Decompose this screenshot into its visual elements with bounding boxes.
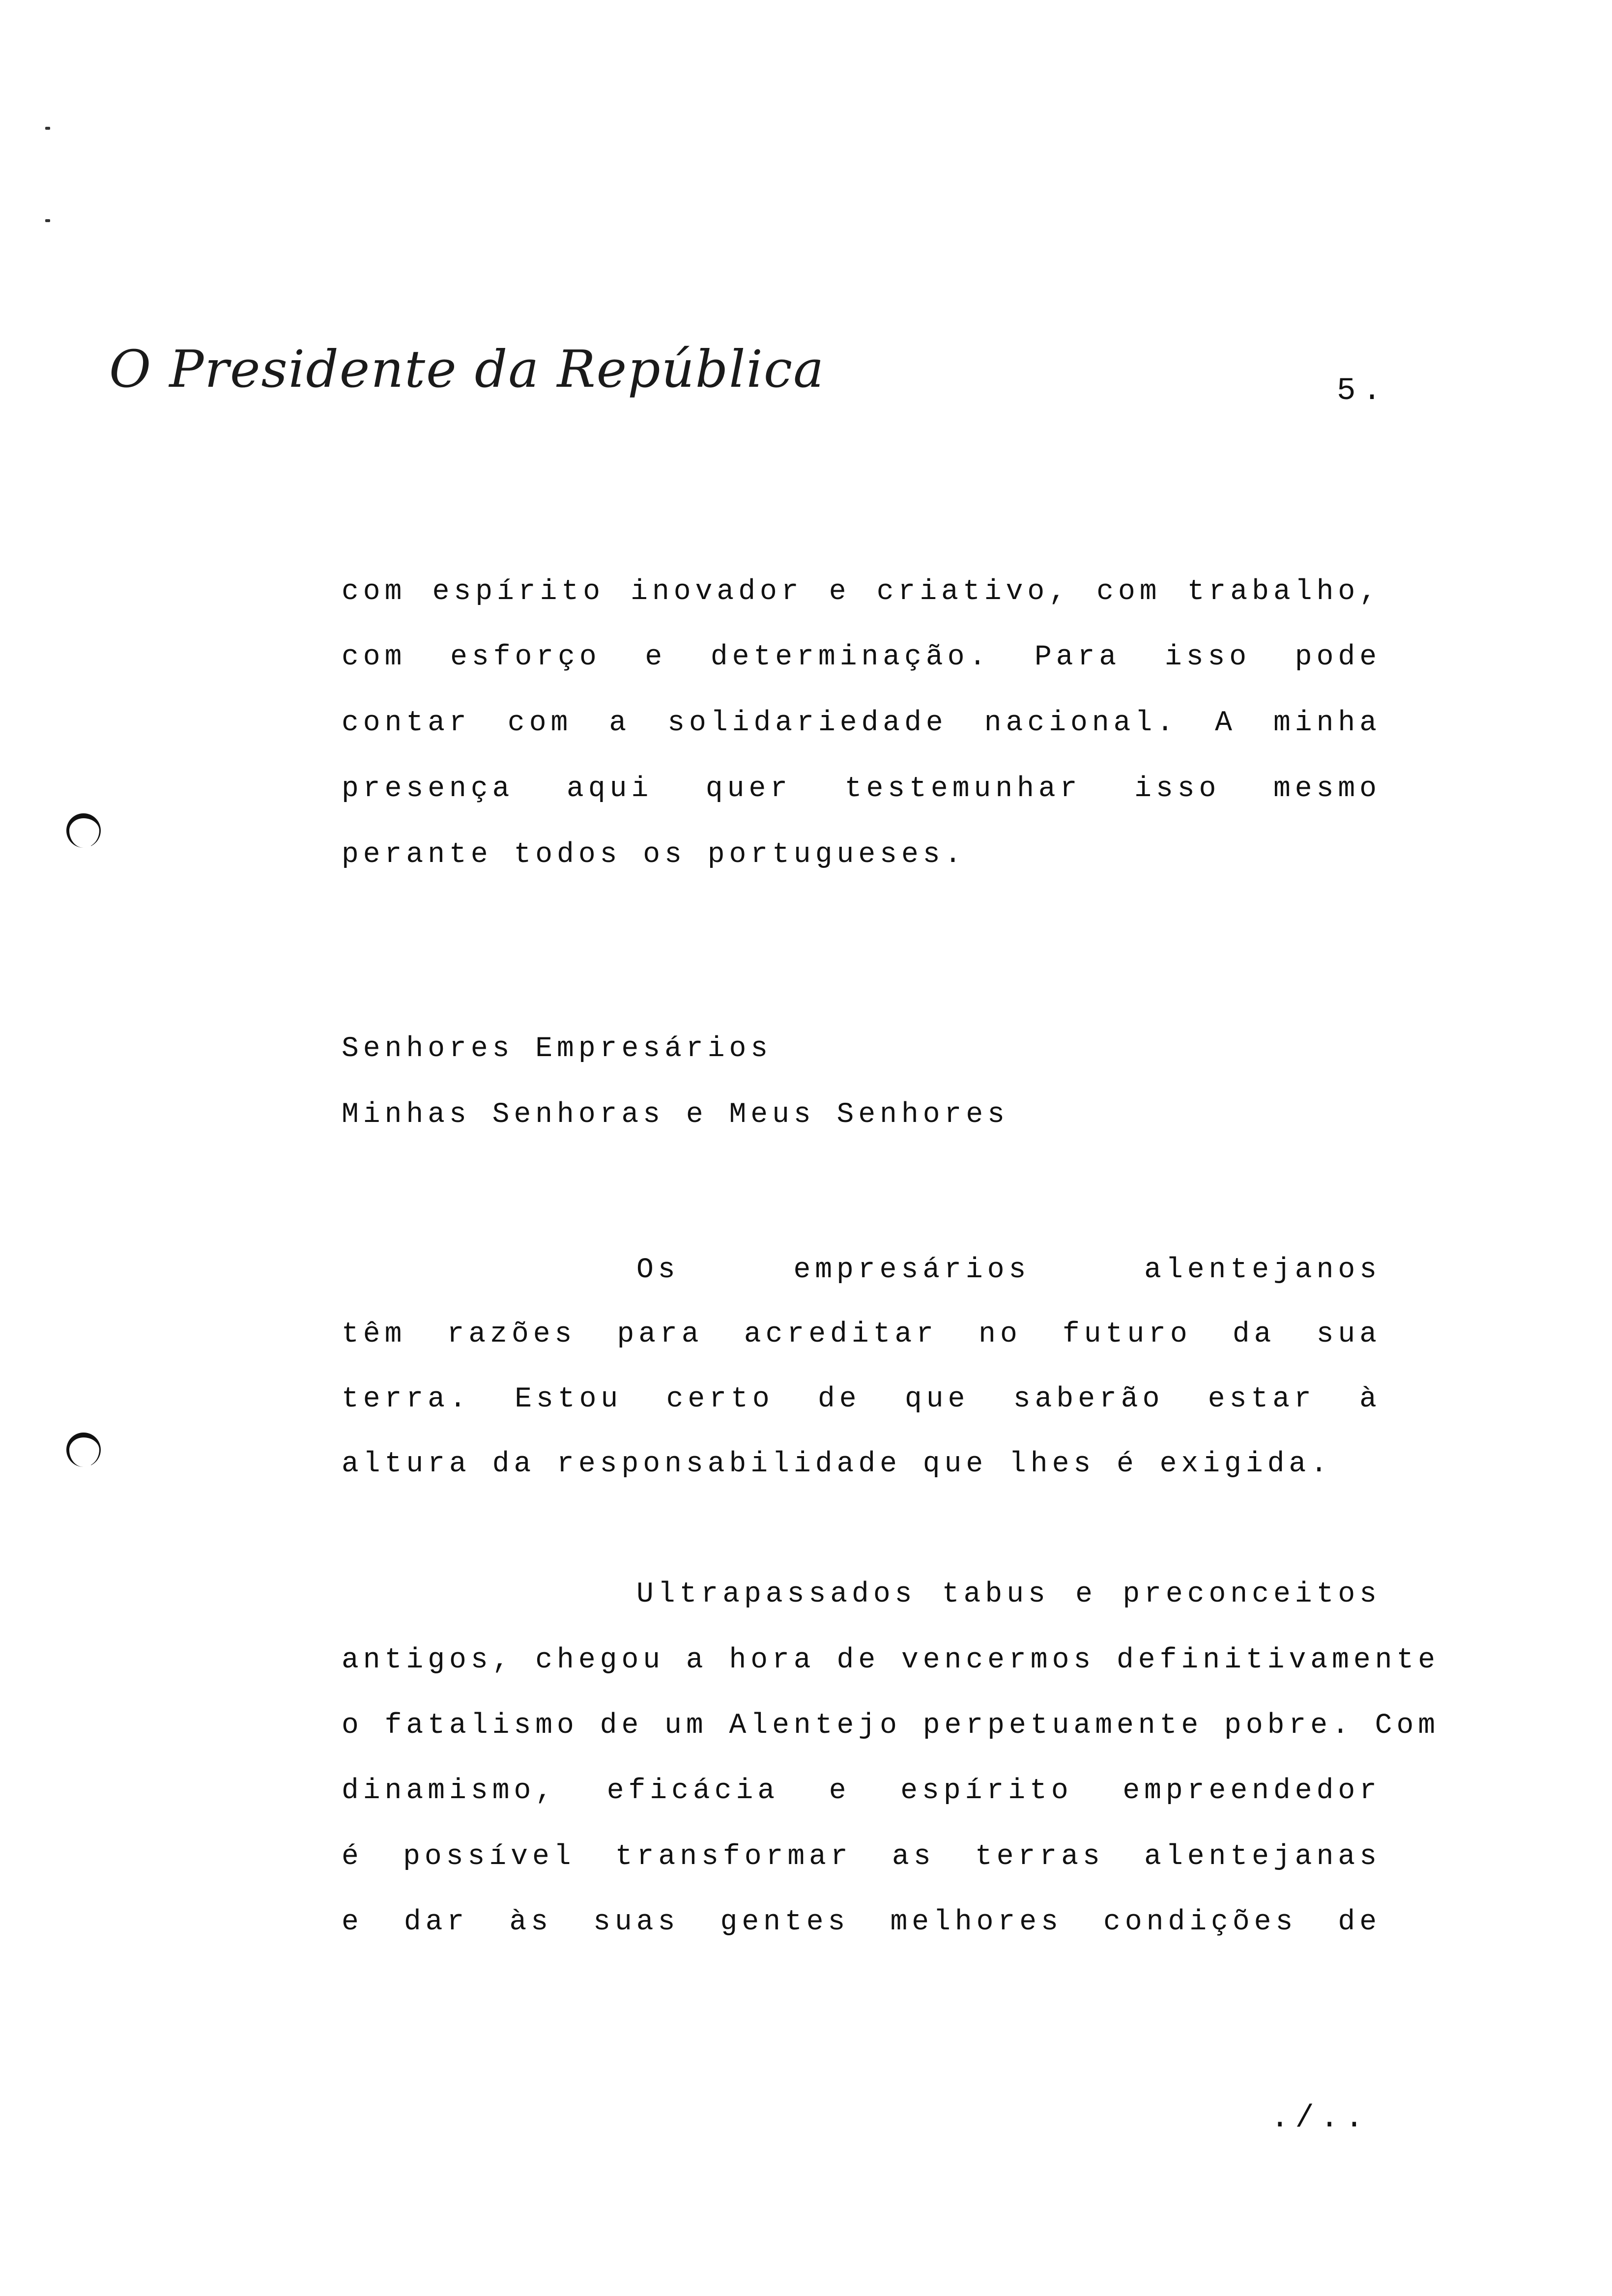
page-number: 5.	[1337, 373, 1388, 409]
punch-hole-mark	[66, 1433, 101, 1467]
text-line: perante todos os portugueses.	[342, 839, 966, 871]
margin-speck	[45, 127, 50, 130]
text-line: terra. Estou certo de que saberão estar à	[342, 1383, 1381, 1415]
text-line: antigos, chegou a hora de vencermos definitivamente	[342, 1644, 1440, 1676]
salutation-line: Minhas Senhoras e Meus Senhores	[342, 1099, 1009, 1131]
text-line: Os empresários alentejanos	[636, 1254, 1381, 1286]
text-line: dinamismo, eficácia e espírito empreendedor	[342, 1775, 1381, 1807]
salutation-line: Senhores Empresários	[342, 1033, 773, 1065]
text-line: e dar às suas gentes melhores condições de	[342, 1906, 1381, 1938]
margin-speck	[45, 219, 50, 222]
continuation-mark: ./..	[1270, 2101, 1370, 2136]
text-line: o fatalismo de um Alentejo perpetuamente pobre. Com	[342, 1710, 1440, 1742]
text-line: é possível transformar as terras alentejanas	[342, 1841, 1381, 1873]
text-line: contar com a solidariedade nacional. A minha	[342, 707, 1381, 739]
text-line: com esforço e determinação. Para isso pode	[342, 641, 1381, 673]
text-line: com espírito inovador e criativo, com trabalho,	[342, 576, 1381, 608]
text-line: têm razões para acreditar no futuro da sua	[342, 1319, 1381, 1350]
text-line: presença aqui quer testemunhar isso mesmo	[342, 773, 1381, 805]
text-line: Ultrapassados tabus e preconceitos	[636, 1578, 1381, 1610]
punch-hole-mark	[66, 813, 101, 848]
text-line: altura da responsabilidade que lhes é exigida.	[342, 1448, 1332, 1480]
letterhead: O Presidente da República	[109, 339, 825, 399]
